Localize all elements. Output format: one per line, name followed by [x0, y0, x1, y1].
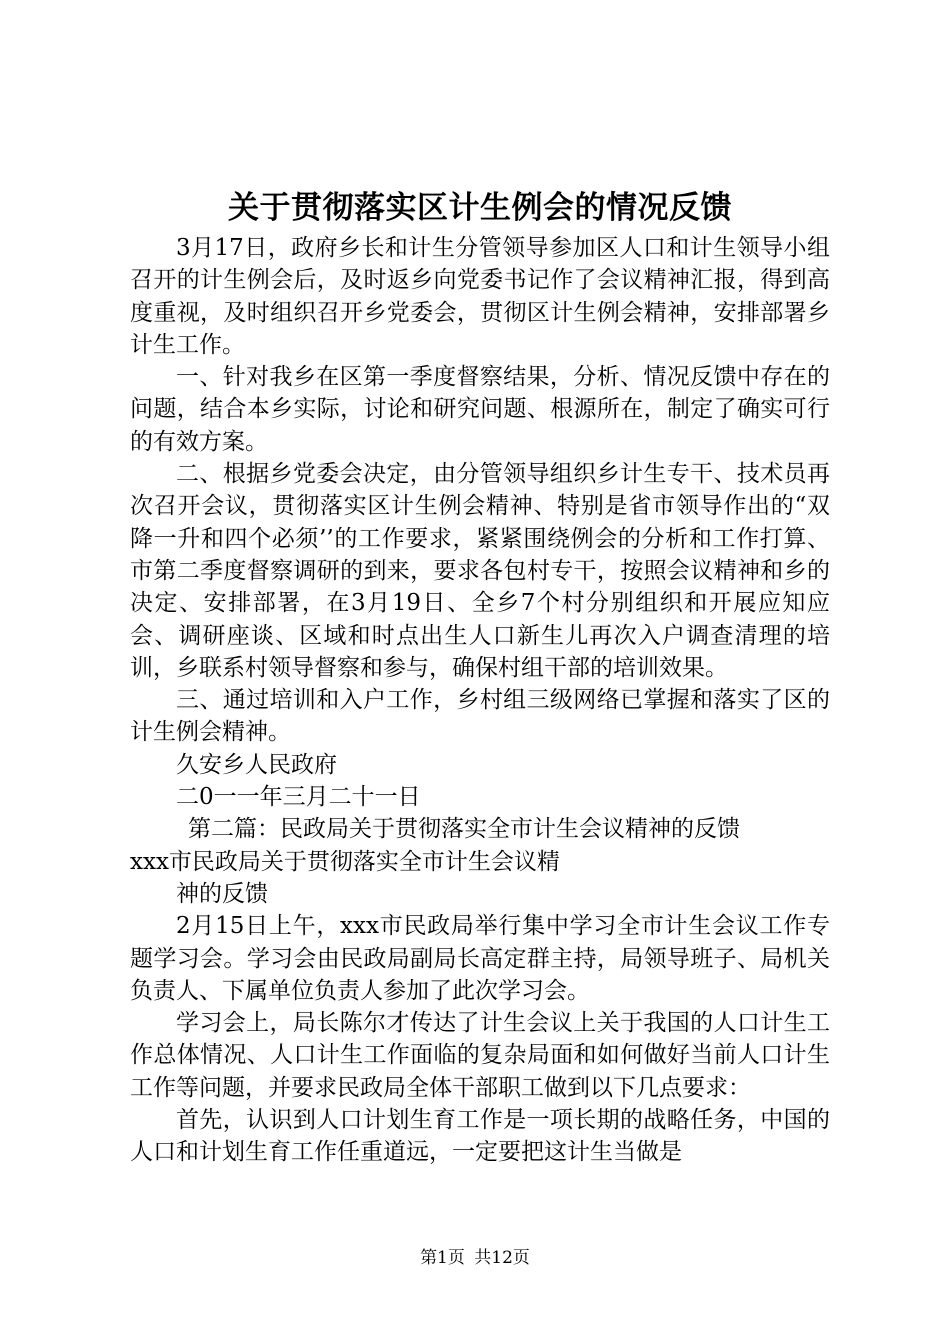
paragraph-item-1: 一、针对我乡在区第一季度督察结果，分析、情况反馈中存在的问题，结合本乡实际，讨论和研究问题、根源所在，制定了确实可行的有效方案。 [130, 364, 830, 455]
signature-date: 二0一一年三月二十一日 [176, 784, 421, 811]
paragraph-meeting: 2月15日上午，xxx市民政局举行集中学习全市计生会议工作专题学习会。学习会由民政局副局长高定群主持，局领导班子、局机关负责人、下属单位负责人参加了此次学习会。 [130, 913, 830, 1004]
signature-org: 久安乡人民政府 [176, 751, 337, 778]
subtitle-line-2: 神的反馈 [176, 880, 268, 907]
document-body [130, 232, 830, 1169]
subtitle-line-1: xxx市民政局关于贯彻落实全市计生会议精 [130, 848, 560, 875]
document-title: 关于贯彻落实区计生例会的情况反馈 [228, 190, 732, 226]
page-footer [0, 1243, 950, 1268]
paragraph-intro: 3月17日，政府乡长和计生分管领导参加区人口和计生领导小组召开的计生例会后，及时返乡向党委书记作了会议精神汇报，得到高度重视，及时组织召开乡党委会，贯彻区计生例会精神，安排部署乡计生工作。 [130, 235, 830, 358]
paragraph-requirements: 学习会上，局长陈尔才传达了计生会议上关于我国的人口计生工作总体情况、人口计生工作面临的复杂局面和如何做好当前人口计生工作等问题，并要求民政局全体干部职工做到以下几点要求： [130, 1010, 830, 1101]
section-heading: 第二篇：民政局关于贯彻落实全市计生会议精神的反馈 [188, 816, 740, 843]
page-number: 第1页 [420, 1248, 465, 1268]
paragraph-item-3: 三、通过培训和入户工作，乡村组三级网络已掌握和落实了区的计生例会精神。 [130, 687, 830, 746]
page-total: 共12页 [474, 1248, 530, 1268]
document-page [130, 182, 830, 1169]
paragraph-item-2: 二、根据乡党委会决定，由分管领导组织乡计生专干、技术员再次召开会议，贯彻落实区计生例会精神、特别是省市领导作出的“双降一升和四个必须’’的工作要求，紧紧围绕例会的分析和工作打算、市第二季度督察调研的到来，要求各包村专干，按照会议精神和乡的决定、安排部署，在3月19日、全乡7个村分别组织和开展应知应会、调研座谈、区域和时点出生人口新生儿再次入户调查清理的培训，乡联系村领导督察和参与，确保村组干部的培训效果。 [130, 461, 830, 681]
paragraph-first: 首先，认识到人口计划生育工作是一项长期的战略任务，中国的人口和计划生育工作任重道远，一定要把这计生当做是 [130, 1107, 830, 1166]
